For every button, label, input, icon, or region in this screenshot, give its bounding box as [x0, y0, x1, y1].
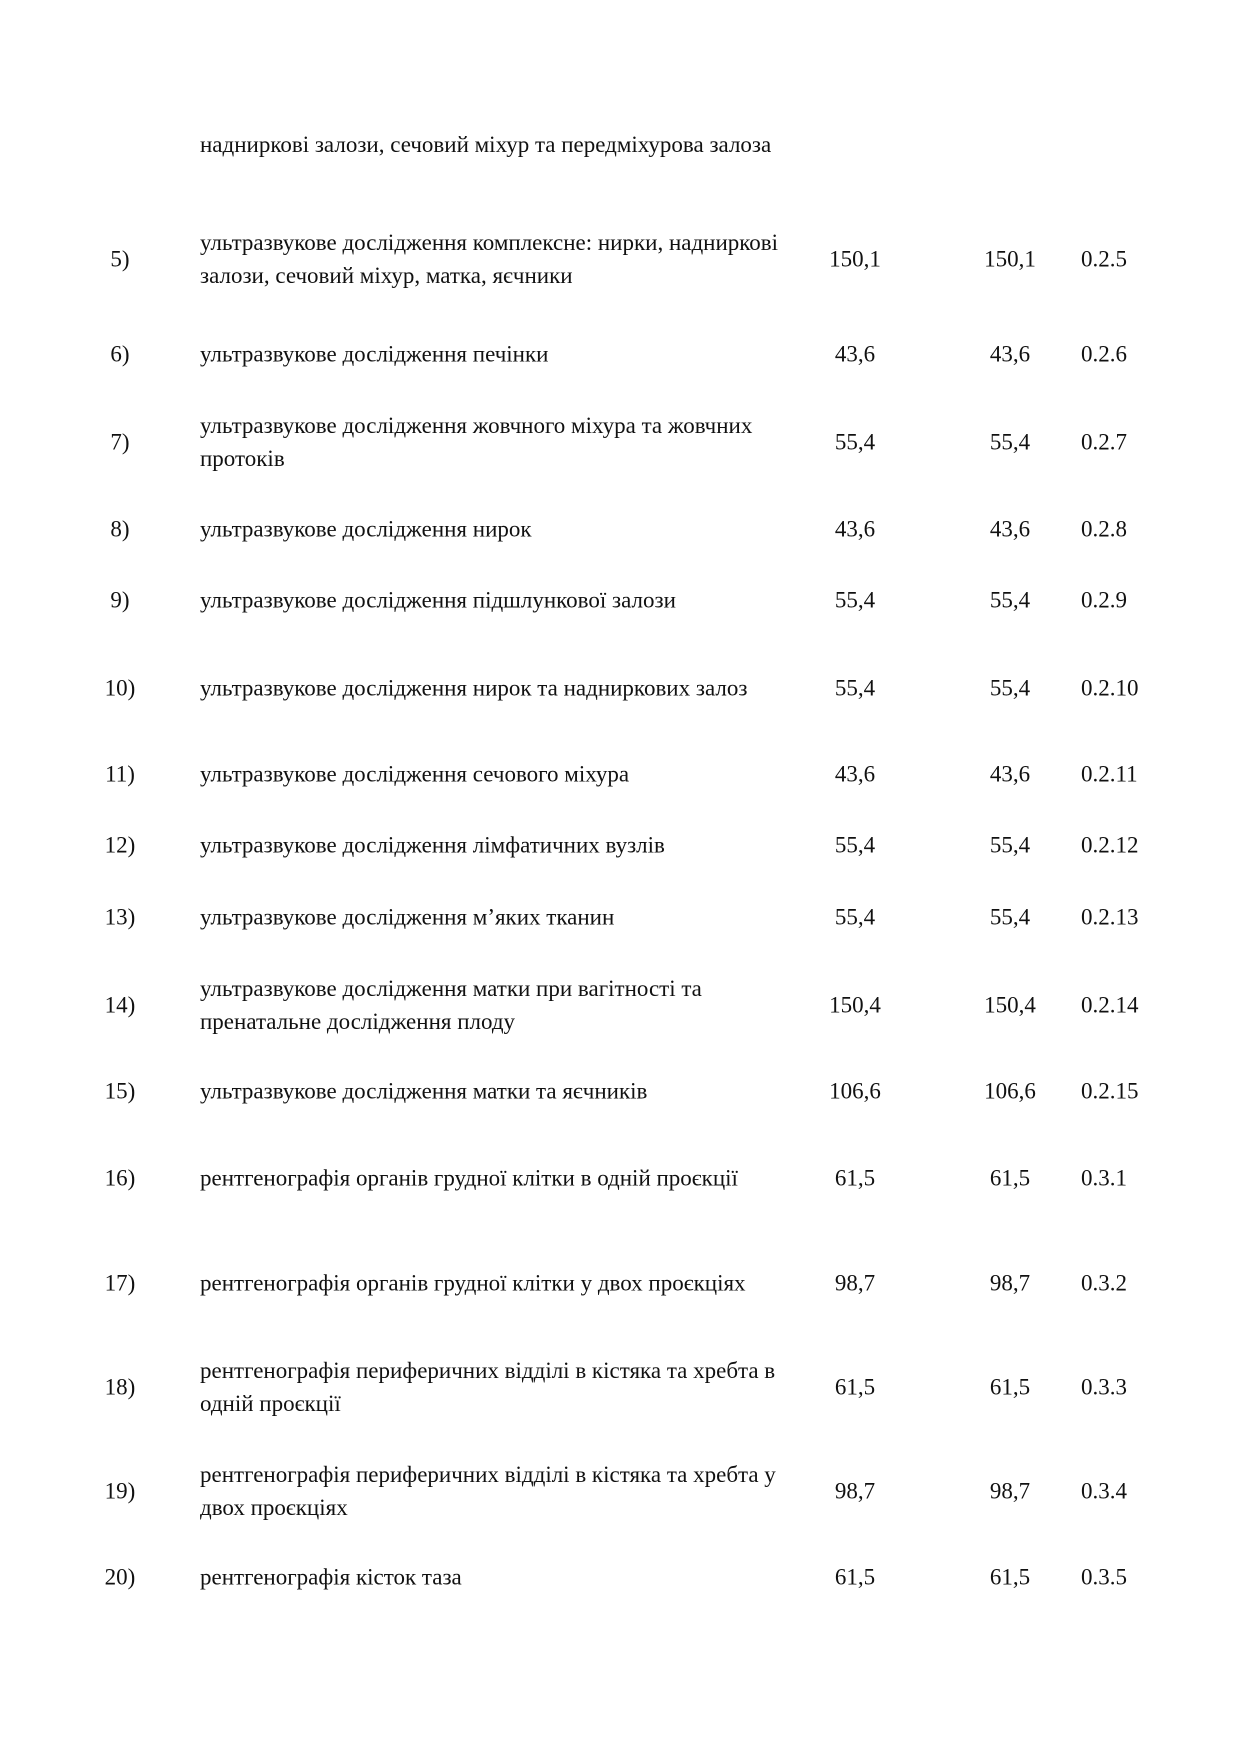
service-description: рентгенографiя периферичних вiддiлi в кiстяка та хребта в однiй проєкцiї: [200, 1358, 776, 1416]
service-description: ультразвукове дослiдження печiнки: [200, 341, 549, 366]
service-description: ультразвукове дослiдження лiмфатичних вузлiв: [200, 832, 665, 857]
price-value-1: 61,5: [834, 1564, 876, 1589]
price-value-2: 61,5: [989, 1564, 1031, 1589]
price-value-1: 61,5: [834, 1374, 876, 1400]
row-number: 20): [104, 1564, 136, 1589]
row-number: 13): [104, 904, 136, 929]
table-row: [0, 1074, 1240, 1107]
row-number: 16): [104, 1165, 136, 1191]
table-row: [0, 337, 1240, 370]
price-value-1: 61,5: [834, 1165, 876, 1191]
service-code: 0.2.13: [1081, 904, 1139, 929]
row-number: 10): [104, 675, 136, 701]
service-code: 0.3.5: [1081, 1564, 1127, 1589]
service-code: 0.2.8: [1081, 516, 1127, 541]
service-description: ультразвукове дослiдження м’яких тканин: [200, 904, 615, 929]
price-value-2: 150,1: [984, 246, 1036, 272]
price-value-2: 55,4: [989, 832, 1031, 857]
row-number: 12): [104, 832, 136, 857]
price-value-2: 61,5: [989, 1374, 1031, 1400]
service-code: 0.3.3: [1081, 1374, 1127, 1400]
table-row: [0, 512, 1240, 545]
row-number: 15): [104, 1078, 136, 1103]
row-number: 6): [110, 341, 130, 366]
price-value-2: 55,4: [989, 587, 1031, 612]
service-code: 0.2.5: [1081, 246, 1127, 272]
table-row: [0, 828, 1240, 861]
service-description: рентгенографiя органiв грудної клiтки у двох проєкцiях: [200, 1270, 746, 1296]
price-value-2: 43,6: [989, 516, 1031, 541]
price-value-2: 98,7: [989, 1270, 1031, 1296]
price-value-2: 150,4: [984, 992, 1036, 1018]
table-row: [0, 1250, 1240, 1316]
price-value-1: 55,4: [834, 904, 876, 929]
price-value-2: 61,5: [989, 1165, 1031, 1191]
service-description: ультразвукове дослiдження нирок: [200, 516, 532, 541]
service-description: ультразвукове дослiдження матки при вагiтностi та пренатальне дослiдження плоду: [200, 976, 702, 1034]
table-row: [0, 757, 1240, 790]
price-value-2: 55,4: [989, 675, 1031, 701]
continuation-text: наднирковi залози, сечовий мiхур та передмiхурова залоза: [200, 132, 772, 157]
service-code: 0.2.9: [1081, 587, 1127, 612]
service-description: ультразвукове дослiдження пiдшлункової залози: [200, 587, 676, 612]
table-row: [0, 226, 1240, 292]
row-number: 8): [110, 516, 130, 541]
price-value-1: 55,4: [834, 832, 876, 857]
table-row: [0, 583, 1240, 616]
price-value-1: 98,7: [834, 1270, 876, 1296]
table-row: [0, 1354, 1240, 1420]
service-code: 0.2.14: [1081, 992, 1139, 1018]
row-number: 5): [110, 246, 130, 272]
price-value-1: 55,4: [834, 429, 876, 455]
price-value-1: 43,6: [834, 516, 876, 541]
service-description: ультразвукове дослiдження сечового мiхура: [200, 761, 630, 786]
service-code: 0.3.4: [1081, 1478, 1127, 1504]
price-value-1: 106,6: [829, 1078, 881, 1103]
service-description: ультразвукове дослiдження матки та яєчникiв: [200, 1078, 648, 1103]
service-code: 0.3.1: [1081, 1165, 1127, 1191]
service-description: рентгенографiя органiв грудної клiтки в однiй проєкцiї: [200, 1165, 738, 1191]
service-description: рентгенографiя кiсток таза: [200, 1564, 462, 1589]
service-description: рентгенографiя периферичних вiддiлi в кiстяка та хребта у двох проєкцiях: [200, 1462, 776, 1520]
service-code: 0.2.10: [1081, 675, 1139, 701]
service-code: 0.2.12: [1081, 832, 1139, 857]
row-number: 19): [104, 1478, 136, 1504]
table-row: [0, 1458, 1240, 1524]
service-description: ультразвукове дослiдження комплексне: нирки, наднирковi залози, сечовий мiхур, матка, яєчники: [200, 230, 779, 288]
service-description: ультразвукове дослiдження нирок та надниркових залоз: [200, 675, 748, 701]
service-code: 0.2.11: [1081, 761, 1138, 786]
price-value-1: 98,7: [834, 1478, 876, 1504]
service-code: 0.2.7: [1081, 429, 1127, 455]
row-number: 18): [104, 1374, 136, 1400]
price-value-2: 43,6: [989, 341, 1031, 366]
price-value-1: 43,6: [834, 341, 876, 366]
row-number: 17): [104, 1270, 136, 1296]
table-row: [0, 900, 1240, 933]
table-row: [0, 409, 1240, 475]
price-value-2: 43,6: [989, 761, 1031, 786]
table-row: [0, 1145, 1240, 1211]
price-value-1: 55,4: [834, 587, 876, 612]
table-row: [0, 972, 1240, 1038]
row-number: 11): [105, 761, 135, 786]
price-value-2: 55,4: [989, 429, 1031, 455]
service-code: 0.2.6: [1081, 341, 1127, 366]
price-value-2: 55,4: [989, 904, 1031, 929]
price-value-1: 55,4: [834, 675, 876, 701]
price-value-1: 43,6: [834, 761, 876, 786]
service-code: 0.2.15: [1081, 1078, 1139, 1103]
table-row: [0, 1560, 1240, 1593]
price-value-2: 98,7: [989, 1478, 1031, 1504]
table-row: [0, 655, 1240, 721]
price-value-1: 150,4: [829, 992, 881, 1018]
row-number: 9): [110, 587, 130, 612]
price-value-1: 150,1: [829, 246, 881, 272]
service-code: 0.3.2: [1081, 1270, 1127, 1296]
row-number: 14): [104, 992, 136, 1018]
service-description: ультразвукове дослiдження жовчного мiхура та жовчних протокiв: [200, 413, 753, 471]
row-number: 7): [110, 429, 130, 455]
price-value-2: 106,6: [984, 1078, 1036, 1103]
